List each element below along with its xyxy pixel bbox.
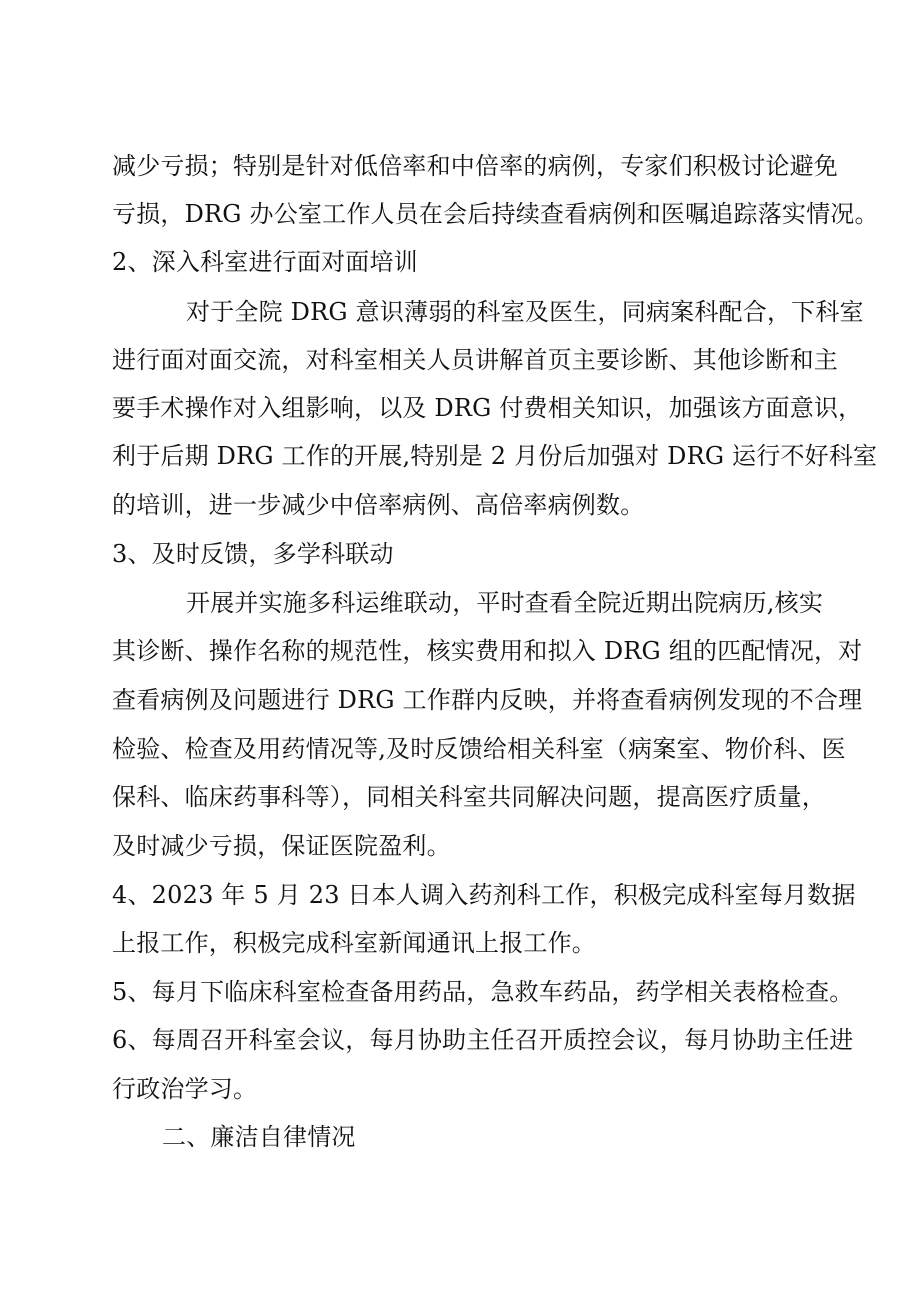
paragraph-line-7: 其诊断、操作名称的规范性，核实费用和拟入 DRG 组的匹配情况，对: [112, 637, 863, 665]
paragraph-line-9: 检验、检查及用药情况等,及时反馈给相关科室（病案室、物价科、医: [112, 735, 846, 763]
text-line-2: 亏损，DRG 办公室工作人员在会后持续查看病例和医嘱追踪落实情况。: [112, 200, 879, 228]
text-line-1: 减少亏损；特别是针对低倍率和中倍率的病例，专家们积极讨论避免: [112, 152, 838, 180]
section-heading-integrity: 二、廉洁自律情况: [162, 1123, 356, 1151]
paragraph-line-1: 对于全院 DRG 意识薄弱的科室及医生，同病案科配合，下科室: [186, 298, 864, 326]
item-5-line: 5、每月下临床科室检查备用药品，急救车药品，药学相关表格检查。: [112, 978, 854, 1006]
item-6-line-2: 行政治学习。: [112, 1075, 258, 1103]
paragraph-line-2: 进行面对面交流，对科室相关人员讲解首页主要诊断、其他诊断和主: [112, 346, 838, 374]
section-heading-3: 3、及时反馈，多学科联动: [112, 540, 394, 568]
paragraph-line-4: 利于后期 DRG 工作的开展,特别是 2 月份后加强对 DRG 运行不好科室: [112, 442, 878, 470]
item-6-line-1: 6、每周召开科室会议，每月协助主任召开质控会议，每月协助主任进: [112, 1026, 854, 1054]
section-heading-2: 2、深入科室进行面对面培训: [112, 248, 418, 276]
item-4-line-1: 4、2023 年 5 月 23 日本人调入药剂科工作，积极完成科室每月数据: [112, 881, 856, 909]
paragraph-line-6: 开展并实施多科运维联动，平时查看全院近期出院病历,核实: [186, 589, 824, 617]
item-4-line-2: 上报工作，积极完成科室新闻通讯上报工作。: [112, 929, 596, 957]
paragraph-line-5: 的培训，进一步减少中倍率病例、高倍率病例数。: [112, 491, 645, 519]
paragraph-line-3: 要手术操作对入组影响，以及 DRG 付费相关知识，加强该方面意识，: [112, 394, 863, 422]
paragraph-line-11: 及时减少亏损，保证医院盈利。: [112, 832, 451, 860]
paragraph-line-8: 查看病例及问题进行 DRG 工作群内反映，并将查看病例发现的不合理: [112, 686, 863, 714]
paragraph-line-10: 保科、临床药事科等），同相关科室共同解决问题，提高医疗质量，: [112, 783, 826, 811]
